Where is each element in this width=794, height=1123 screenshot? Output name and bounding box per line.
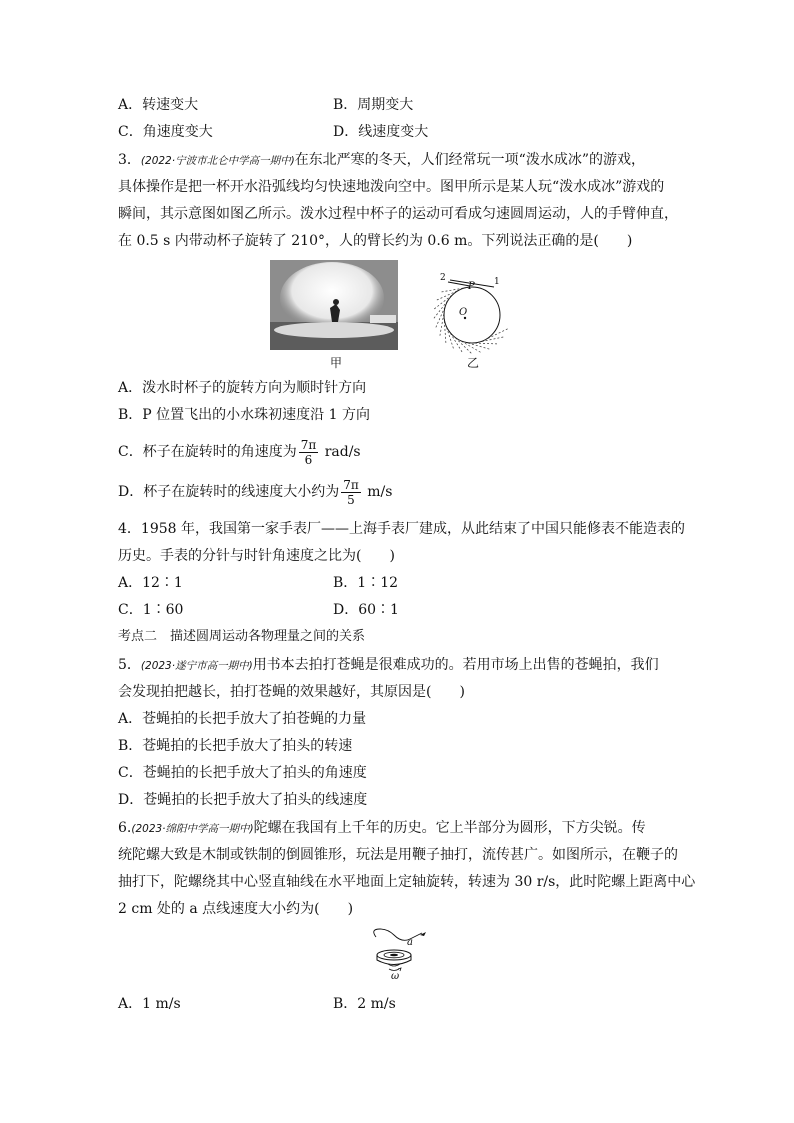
q3-option-d-denominator: 5	[347, 492, 355, 507]
q3-option-d-fraction	[341, 478, 361, 507]
diagram-label-1: 1	[494, 277, 500, 287]
q3-option-b: B．P 位置飞出的小水珠初速度沿 1 方向	[118, 407, 370, 423]
q3-option-d-text: D．杯子在旋转时的线速度大小约为	[118, 484, 340, 500]
q4-option-b: B．1∶12	[333, 575, 399, 591]
q3-line3: 瞬间，其示意图如图乙所示。泼水过程中杯子的运动可看成匀速圆周运动，人的手臂伸直，	[118, 206, 678, 222]
q5-option-c: C．苍蝇拍的长把手放大了拍头的角速度	[118, 765, 367, 781]
q3-text1: 在东北严寒的冬天，人们经常玩一项“泼水成冰”的游戏，	[294, 152, 646, 168]
diagram-label-p: P	[468, 281, 475, 292]
q3-option-c-denominator: 6	[304, 452, 313, 467]
q3-line1	[118, 150, 645, 171]
q5-line2: 会发现拍把越长，拍打苍蝇的效果越好，其原因是( )	[118, 684, 465, 700]
top-label-a: a	[407, 937, 413, 948]
q3-option-d-unit: m/s	[367, 484, 393, 500]
q3-option-c-text: C．杯子在旋转时的角速度为	[118, 444, 297, 460]
q5-option-a: A．苍蝇拍的长把手放大了拍苍蝇的力量	[118, 711, 367, 727]
q3-option-d	[118, 473, 392, 511]
q3-diagram-figure	[432, 255, 532, 355]
q3-number: 3．	[118, 152, 141, 168]
q6-line4: 2 cm 处的 a 点线速度大小约为( )	[118, 901, 354, 917]
q6-text1: 陀螺在我国有上千年的历史。它上半部分为圆形，下方尖锐。传	[253, 820, 646, 836]
top-label-omega: ω	[391, 971, 400, 982]
q4-option-d: D．60∶1	[333, 602, 399, 618]
circle-diagram	[432, 255, 532, 355]
q6-line1	[118, 818, 646, 839]
q3-option-c-numerator: 7π	[300, 437, 317, 452]
q4-option-c: C．1∶60	[118, 602, 184, 618]
figure-caption-b: 乙	[467, 356, 480, 370]
q2-option-c: C．角速度变大	[118, 124, 213, 140]
q5-line1	[118, 655, 659, 676]
q6-option-a: A．1 m/s	[118, 996, 181, 1012]
diagram-label-o: O	[459, 307, 468, 318]
q6-source: (2023·绵阳中学高一期中)	[131, 823, 254, 835]
q2-option-b: B．周期变大	[333, 97, 414, 113]
q2-option-a: A．转速变大	[118, 97, 199, 113]
q3-option-c-fraction	[299, 438, 319, 467]
q3-option-c	[118, 433, 361, 471]
q5-option-d: D．苍蝇拍的长把手放大了拍头的线速度	[118, 792, 368, 808]
q3-option-a: A．泼水时杯子的旋转方向为顺时针方向	[118, 380, 367, 396]
q4-option-a: A．12∶1	[118, 575, 183, 591]
q3-option-d-numerator: 7π	[343, 477, 359, 492]
section-heading: 考点二 描述圆周运动各物理量之间的关系	[118, 629, 366, 644]
q6-line3: 抽打下，陀螺绕其中心竖直轴线在水平地面上定轴旋转，转速为 30 r/s，此时陀螺上距离中心	[118, 874, 696, 890]
figure-caption-a: 甲	[330, 356, 343, 370]
q5-option-b: B．苍蝇拍的长把手放大了拍头的转速	[118, 738, 353, 754]
q5-number: 5．	[118, 657, 141, 673]
diagram-label-2: 2	[440, 273, 446, 283]
q6-option-b: B．2 m/s	[333, 996, 396, 1012]
q4-line2: 历史。手表的分针与时针角速度之比为( )	[118, 548, 395, 564]
q6-number: 6.	[118, 820, 132, 836]
q5-text1: 用书本去拍打苍蝇是很难成功的。若用市场上出售的苍蝇拍，我们	[252, 657, 659, 673]
splash-photo-icon	[270, 260, 398, 350]
q3-photo-figure	[270, 260, 398, 350]
q4-line1: 4．1958 年，我国第一家手表厂——上海手表厂建成，从此结束了中国只能修表不能造表的	[118, 521, 685, 537]
q6-line2: 统陀螺大致是木制或铁制的倒圆锥形，玩法是用鞭子抽打，流传甚广。如图所示，在鞭子的	[118, 847, 678, 863]
q3-option-c-unit: rad/s	[324, 444, 361, 460]
q3-line4: 在 0.5 s 内带动杯子旋转了 210°，人的臂长约为 0.6 m。下列说法正确的是( )	[118, 233, 633, 249]
q3-source: (2022·宁波市北仑中学高一期中)	[140, 155, 295, 167]
q3-line2: 具体操作是把一杯开水沿弧线均匀快速地泼向空中。图甲所示是某人玩“泼水成冰”游戏的	[118, 179, 665, 195]
q6-spinning-top-figure	[364, 925, 434, 987]
q2-option-d: D．线速度变大	[333, 124, 429, 140]
q5-source: (2023·遂宁市高一期中)	[140, 660, 253, 672]
